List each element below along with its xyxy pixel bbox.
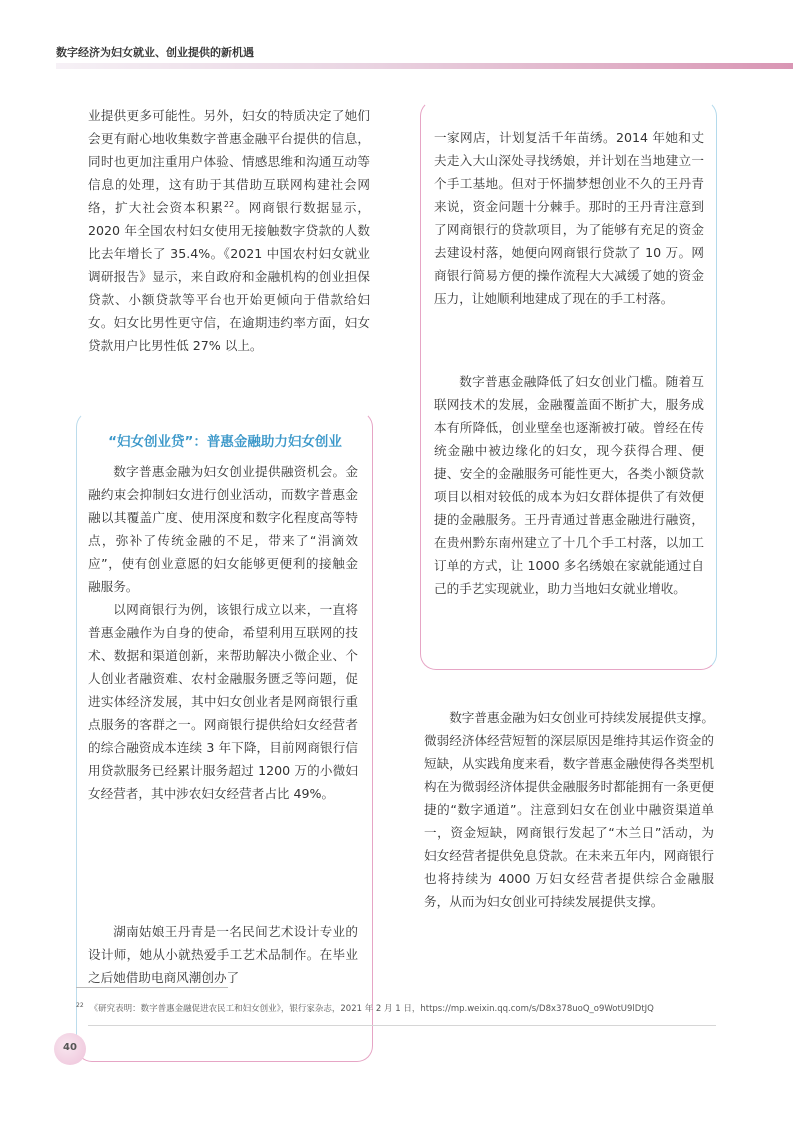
header-gradient-bar bbox=[56, 63, 793, 69]
right-paragraph-1: 数字普惠金融为妇女创业可持续发展提供支撑。微弱经济体经营短暂的深层原因是维持其运作资金的短缺，从实践角度来看，数字普惠金融使得各类型机构在为微弱经济体提供金融服务时都能拥有一条更便捷的“数字通道”。注意到妇女在创业中融资渠道单一，资金短缺，网商银行发起了“木兰日”活动，为妇女经营者提供免息贷款。在未来五年内，网商银行也将持续为 4000 万妇女经营者提供综合金融服务，从而为妇女创业可持续发展提供支撑。 bbox=[424, 710, 714, 909]
footnote-text[interactable]: 《研究表明：数字普惠金融促进农民工和妇女创业》，银行家杂志，2021 年 2 月 1 日，https://mp.weixin.qq.com/s/D8x378uoQ_o9WotU9lDtJQ bbox=[89, 1004, 654, 1014]
case-box-paragraph-3: 湖南姑娘王丹青是一名民间艺术设计专业的设计师，她从小就热爱手工艺术品制作。在毕业之后她借助电商风潮创办了 bbox=[88, 924, 358, 985]
case-box-title: “妇女创业贷”：普惠金融助力妇女创业 bbox=[108, 434, 342, 450]
case-box-paragraph-5: 数字普惠金融降低了妇女创业门槛。随着互联网技术的发展，金融覆盖面不断扩大，服务成本有所降低，创业壁垒也逐渐被打破。曾经在传统金融中被边缘化的妇女，现今获得合理、便捷、安全的金融服务可能性更大，各类小额贷款项目以相对较低的成本为妇女群体提供了有效便捷的金融服务。王丹青通过普惠金融进行融资，在贵州黔东南州建立了十几个手工村落，以加工订单的方式，让 1000 多名绣娘在家就能通过自己的手艺实现就业，助力当地妇女就业增收。 bbox=[434, 374, 704, 596]
case-box-paragraph-2: 以网商银行为例，该银行成立以来，一直将普惠金融作为自身的使命，希望利用互联网的技术、数据和渠道创新，来帮助解决小微企业、个人创业者融资难、农村金融服务匮乏等问题，促进实体经济发展，其中妇女创业者是网商银行重点服务的客群之一。网商银行提供给妇女经营者的综合融资成本连续 3 年下降，目前网商银行信用贷款服务已经累计服务超过 1200 万的小微妇女经营者，其中涉农妇女经营者占比 49%。 bbox=[88, 602, 358, 801]
left-paragraph-1-text-b: 。网商银行数据显示，2020 年全国农村妇女使用无接触数字贷款的人数比去年增长了 35.4%。《2021 中国农村妇女就业调研报告》显示，来自政府和金融机构的创业担保贷款、小额贷款等平台也开始更倾向于借款给妇女。妇女比男性更守信，在逾期违约率方面，妇女贷款用户比男性低 27% 以上。 bbox=[88, 200, 371, 353]
case-box-paragraph-1: 数字普惠金融为妇女创业提供融资机会。金融约束会抑制妇女进行创业活动，而数字普惠金融以其覆盖广度、使用深度和数字化程度高等特点，弥补了传统金融的不足，带来了“涓滴效应”，使有创业意愿的妇女能够更便利的接触金融服务。 bbox=[88, 464, 358, 594]
case-box-paragraph-4: 一家网店，计划复活千年苗绣。2014 年她和丈夫走入大山深处寻找绣娘，并计划在当地建立一个手工基地。但对于怀揣梦想创业不久的王丹青来说，资金问题十分棘手。那时的王丹青注意到了网商银行的贷款项目，为了能够有充足的资金去建设村落，她便向网商银行贷款了 10 万。网商银行简易方便的操作流程大大减缓了她的资金压力，让她顺利地建成了现在的手工村落。 bbox=[434, 130, 704, 306]
footnote bbox=[76, 1002, 716, 1014]
header-title: 数字经济为妇女就业、创业提供的新机遇 bbox=[56, 46, 254, 59]
footer-divider bbox=[88, 1025, 716, 1026]
left-paragraph-1-text-a: 业提供更多可能性。另外，妇女的特质决定了她们会更有耐心地收集数字普惠金融平台提供的信息，同时也更加注重用户体验、情感思维和沟通互动等信息的处理，这有助于其借助互联网构建社会网络，扩大社会资本积累 bbox=[88, 108, 370, 215]
footnote-reference[interactable]: 22 bbox=[223, 199, 235, 209]
footnote-divider bbox=[76, 987, 228, 988]
page-number: 40 bbox=[63, 1042, 77, 1053]
footnote-number: 22 bbox=[76, 1002, 84, 1010]
left-paragraph-1 bbox=[88, 104, 370, 357]
